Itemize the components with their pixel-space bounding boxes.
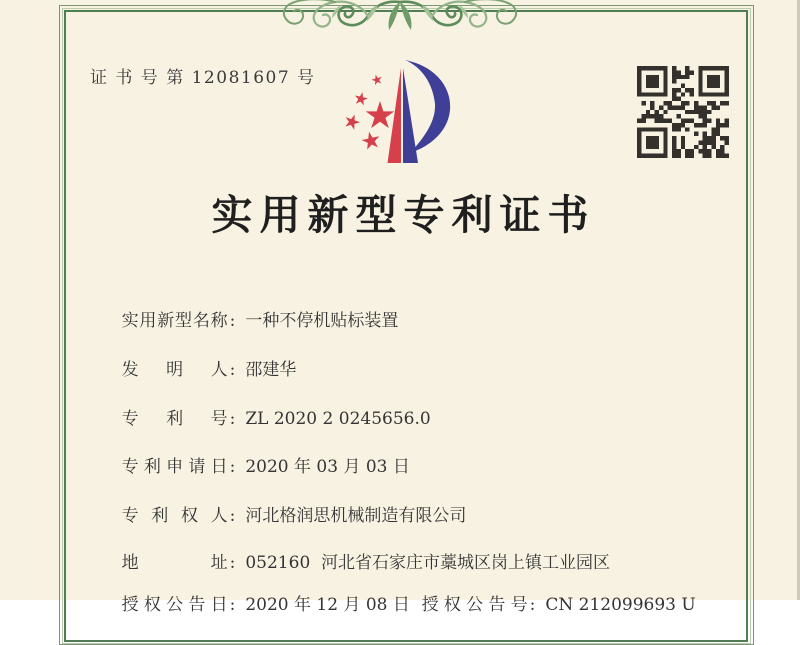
floral-ornament-icon [283, 0, 517, 33]
field-label: 地址 [121, 553, 228, 574]
field-value: ZL 2020 2 0245656.0 [245, 409, 431, 430]
field-value: 2020 年 12 月 08 日 [245, 595, 410, 616]
field-colon: : [229, 409, 236, 430]
field-label: 授权公告号 [421, 595, 528, 616]
field-colon: : [229, 457, 236, 478]
field-label: 发明人 [121, 360, 228, 381]
qr-code-icon [637, 66, 729, 158]
field-value: CN 212099693 U [545, 595, 696, 616]
field-colon: : [229, 360, 236, 381]
cnipa-patent-logo-icon [335, 53, 465, 168]
field-value: 052160 河北省石家庄市藁城区岗上镇工业园区 [245, 553, 611, 574]
page-title: 实用新型专利证书 [211, 191, 596, 239]
field-colon: : [229, 506, 236, 527]
field-colon: : [229, 595, 236, 616]
field-row-grant-number [400, 572, 696, 638]
field-label: 专利号 [121, 409, 228, 430]
field-value: 河北格润思机械制造有限公司 [245, 506, 467, 527]
field-label: 授权公告日 [121, 595, 228, 616]
certificate-number: 证 书 号 第 12081607 号 [90, 68, 316, 88]
field-label: 专利权人 [121, 506, 228, 527]
field-colon: : [229, 311, 236, 332]
field-row-grant-date [100, 572, 410, 638]
field-colon: : [229, 553, 236, 574]
field-value: 一种不停机贴标装置 [245, 311, 399, 332]
field-label: 实用新型名称 [121, 311, 228, 332]
field-value: 邵建华 [245, 360, 297, 381]
field-colon: : [529, 595, 536, 616]
field-label: 专利申请日 [121, 457, 228, 478]
field-value: 2020 年 03 月 03 日 [245, 457, 410, 478]
